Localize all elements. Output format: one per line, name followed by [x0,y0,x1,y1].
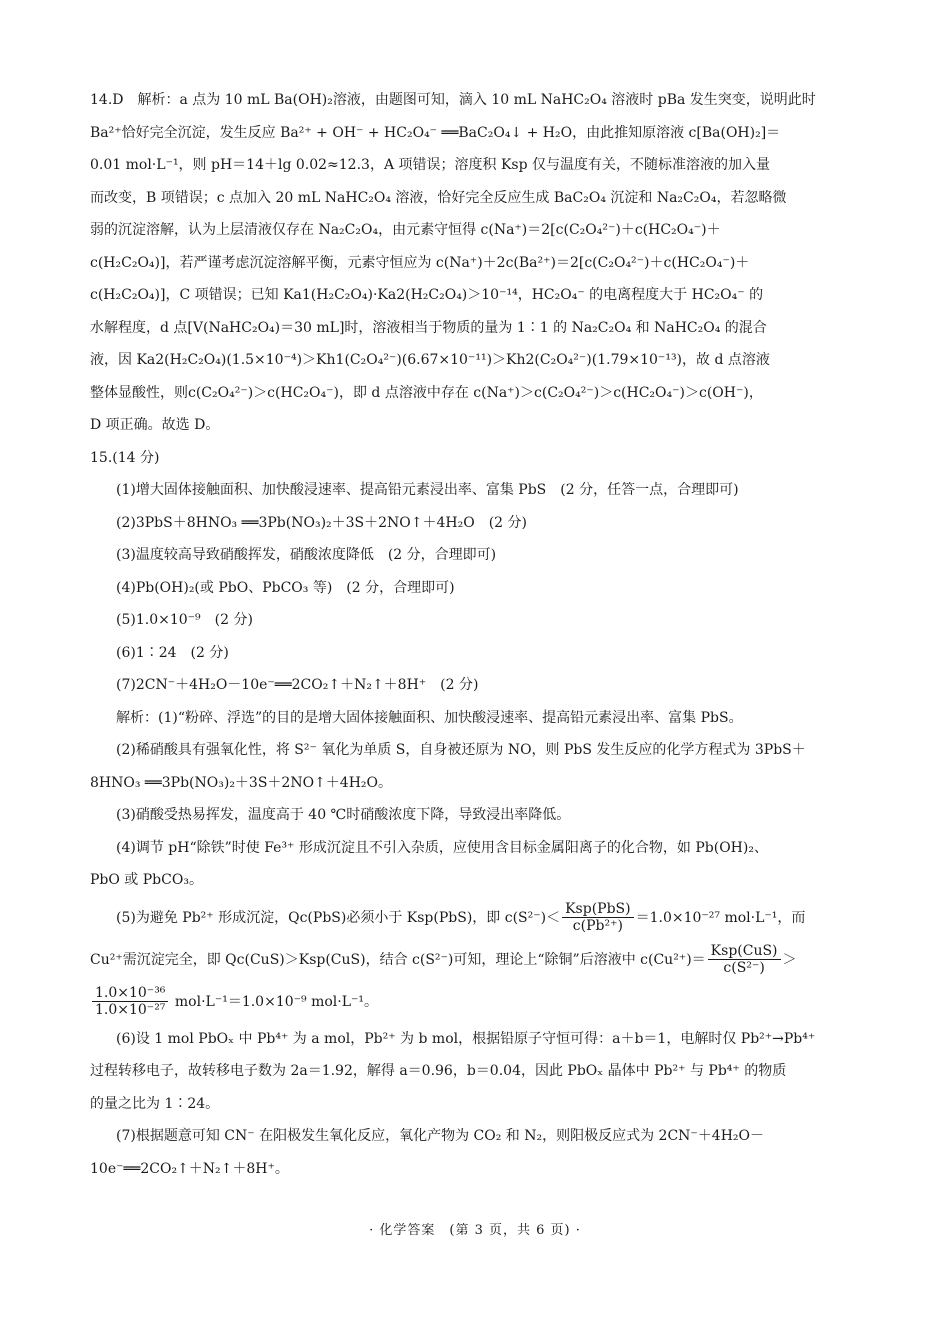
analysis-5b [90,939,862,981]
q15-answer-6: (6)1∶24 (2 分) [116,644,229,661]
q14-line-1: 14.D 解析：a 点为 10 mL Ba(OH)₂溶液，由题图可知，滴入 10 mL NaHC₂O₄ 溶液时 pBa 发生突变，说明此时 [90,92,816,108]
q15-answer-3: (3)温度较高导致硝酸挥发，硝酸浓度降低 (2 分，合理即可) [116,547,497,563]
analysis-5c [90,981,862,1023]
q15-answer-7: (7)2CN⁻＋4H₂O－10e⁻══2CO₂↑＋N₂↑＋8H⁺ (2 分) [116,677,479,693]
q15-header: 15.(14 分) [90,449,160,466]
page-footer: · 化学答案 (第 3 页，共 6 页) · [369,1223,581,1238]
question-15 [90,442,862,1186]
analysis-6c: 的量之比为 1∶24。 [90,1095,220,1112]
q14-line-3: 0.01 mol·L⁻¹，则 pH＝14＋lg 0.02≈12.3，A 项错误；溶度积 Ksp 仅与温度有关，不随标准溶液的加入量 [90,157,771,173]
fraction-denominator: 1.0×10⁻²⁷ [95,1002,166,1018]
q14-line-9: 液，因 Ka2(H₂C₂O₄)(1.5×10⁻⁴)＞Kh1(C₂O₄²⁻)(6.67×10⁻¹¹)＞Kh2(C₂O₄²⁻)(1.79×10⁻¹³)，故 d 点溶液 [90,352,770,368]
q14-line-8: 水解程度，d 点[V(NaHC₂O₄)＝30 mL]时，溶液相当于物质的量为 1∶1 的 Na₂C₂O₄ 和 NaHC₂O₄ 的混合 [90,319,767,336]
q15-answer-5: (5)1.0×10⁻⁹ (2 分) [116,612,253,628]
question-14 [90,84,862,442]
fraction-numerator: Ksp(PbS) [562,901,634,918]
analysis-3: (3)硝酸受热易挥发，温度高于 40 ℃时硝酸浓度下降，导致浸出率降低。 [116,807,571,823]
ksp-cus-fraction [708,943,781,976]
analysis-5a-text: (5)为避免 Pb²⁺ 形成沉淀，Qc(PbS)必须小于 Ksp(PbS)，即 c(S²⁻)＜ [116,909,561,926]
analysis-5b-text: Cu²⁺需沉淀完全，即 Qc(CuS)＞Ksp(CuS)，结合 c(S²⁻)可知，理论上“除铜”后溶液中 c(Cu²⁺)＝ [90,951,706,968]
analysis-6b: 过程转移电子，故转移电子数为 2a＝1.92，解得 a＝0.96，b＝0.04，因此 PbOₓ 晶体中 Pb²⁺ 与 Pb⁴⁺ 的物质 [90,1063,787,1079]
analysis-5b-tail: ＞ [782,951,797,968]
analysis-7a: (7)根据题意可知 CN⁻ 在阳极发生氧化反应，氧化产物为 CO₂ 和 N₂，则阳极反应式为 2CN⁻＋4H₂O－ [116,1128,765,1144]
q14-line-4: 而改变，B 项错误；c 点加入 20 mL NaHC₂O₄ 溶液，恰好完全反应生成 BaC₂O₄ 沉淀和 Na₂C₂O₄，若忽略微 [90,189,787,206]
analysis-5a-tail: ＝1.0×10⁻²⁷ mol·L⁻¹，而 [635,909,806,926]
q15-answer-1: (1)增大固体接触面积、加快酸浸速率、提高铅元素浸出率、富集 PbS (2 分，任答一点，合理即可) [116,482,739,498]
q15-answer-2: (2)3PbS＋8HNO₃ ══3Pb(NO₃)₂＋3S＋2NO↑＋4H₂O (2 分) [116,514,527,531]
fraction-numerator: Ksp(CuS) [708,943,781,960]
analysis-2b: 8HNO₃ ══3Pb(NO₃)₂＋3S＋2NO↑＋4H₂O。 [90,774,392,791]
q14-line-6: c(H₂C₂O₄)]，若严谨考虑沉淀溶解平衡，元素守恒应为 c(Na⁺)＋2c(Ba²⁺)＝2[c(C₂O₄²⁻)＋c(HC₂O₄⁻)＋ [90,254,750,271]
analysis-7b: 10e⁻══2CO₂↑＋N₂↑＋8H⁺。 [90,1160,289,1177]
q15-answer-4: (4)Pb(OH)₂(或 PbO、PbCO₃ 等) (2 分，合理即可) [116,579,455,596]
q14-line-10: 整体显酸性，则c(C₂O₄²⁻)＞c(HC₂O₄⁻)，即 d 点溶液中存在 c(Na⁺)＞c(C₂O₄²⁻)＞c(HC₂O₄⁻)＞c(OH⁻)， [90,384,763,401]
analysis-4a: (4)调节 pH“除铁”时使 Fe³⁺ 形成沉淀且不引入杂质，应使用含目标金属阳离子的化合物，如 Pb(OH)₂、 [116,839,768,856]
q14-line-2: Ba²⁺恰好完全沉淀，发生反应 Ba²⁺ + OH⁻ + HC₂O₄⁻ ══BaC₂O₄↓ + H₂O，由此推知原溶液 c[Ba(OH)₂]＝ [90,124,781,141]
q14-line-7: c(H₂C₂O₄)]，C 项错误；已知 Ka1(H₂C₂O₄)·Ka2(H₂C₂O₄)＞10⁻¹⁴，HC₂O₄⁻ 的电离程度大于 HC₂O₄⁻ 的 [90,287,764,303]
concentration-fraction [92,985,168,1018]
fraction-denominator: c(Pb²⁺) [572,918,623,934]
q14-line-5: 弱的沉淀溶解，认为上层清液仅存在 Na₂C₂O₄，由元素守恒得 c(Na⁺)＝2[c(C₂O₄²⁻)＋c(HC₂O₄⁻)＋ [90,222,721,238]
analysis-6a: (6)设 1 mol PbOₓ 中 Pb⁴⁺ 为 a mol，Pb²⁺ 为 b mol，根据铅原子守恒可得：a＋b＝1，电解时仅 Pb²⁺→Pb⁴⁺ [116,1030,816,1047]
ksp-pbs-fraction [562,901,634,934]
q14-line-11: D 项正确。故选 D。 [90,417,220,433]
answer-content [90,84,862,1185]
analysis-5a [90,897,862,939]
fraction-denominator: c(S²⁻) [723,960,765,976]
analysis-4b: PbO 或 PbCO₃。 [90,872,203,888]
analysis-1: 解析：(1)“粉碎、浮选”的目的是增大固体接触面积、加快酸浸速率、提高铅元素浸出率、富集 PbS。 [116,709,743,726]
fraction-numerator: 1.0×10⁻³⁶ [92,985,168,1002]
analysis-5c-tail: mol·L⁻¹＝1.0×10⁻⁹ mol·L⁻¹。 [170,993,379,1010]
analysis-2a: (2)稀硝酸具有强氧化性，将 S²⁻ 氧化为单质 S，自身被还原为 NO，则 PbS 发生反应的化学方程式为 3PbS＋ [116,742,806,758]
